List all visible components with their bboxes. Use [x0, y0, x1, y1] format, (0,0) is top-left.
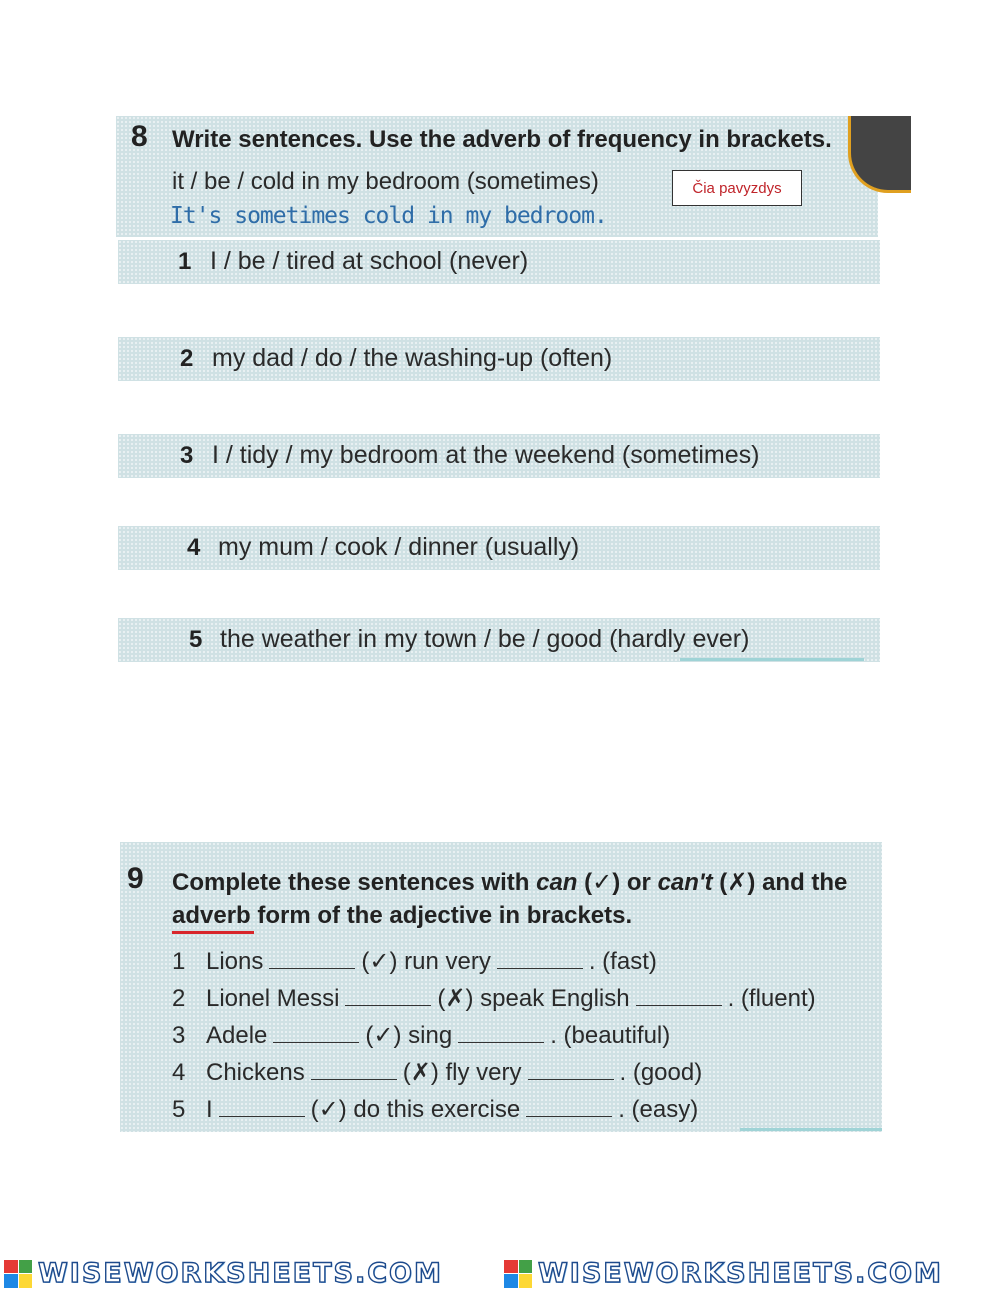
item-mark: (✓) run very	[361, 948, 491, 975]
exercise-8-item-5	[118, 618, 880, 662]
exercise-8-example-answer: It's sometimes cold in my bedroom.	[170, 203, 607, 229]
exercise-9-item-1	[172, 947, 657, 976]
exercise-8-example-prompt: it / be / cold in my bedroom (sometimes)	[172, 168, 599, 195]
item-number: 2	[172, 985, 186, 1012]
exercise-8-item-4	[118, 526, 880, 570]
exercise-9-number: 9	[127, 862, 144, 895]
item-number: 3	[180, 442, 194, 469]
title-text: (✗) and the	[712, 869, 848, 896]
item-text: my mum / cook / dinner (usually)	[218, 533, 580, 561]
answer-blank[interactable]	[458, 1024, 544, 1043]
exercise-9-item-3	[172, 1021, 670, 1050]
item-number: 5	[172, 1096, 186, 1123]
brand-text: WISEWORKSHEETS.COM	[538, 1258, 943, 1289]
item-text: I / be / tired at school (never)	[210, 247, 529, 275]
answer-blank[interactable]	[345, 987, 431, 1006]
answer-blank[interactable]	[497, 950, 583, 969]
example-label-box	[672, 170, 802, 206]
accent-line	[680, 658, 864, 661]
item-subject: Lions	[206, 948, 264, 975]
logo-icon	[504, 1260, 532, 1288]
brand-logo-2[interactable]	[504, 1258, 943, 1289]
answer-blank[interactable]	[273, 1024, 359, 1043]
item-text: the weather in my town / be / good (hardly ever)	[220, 625, 750, 653]
footer-watermark	[0, 1255, 1000, 1291]
accent-line	[740, 1128, 882, 1131]
item-subject: Lionel Messi	[206, 985, 340, 1012]
exercise-8-item-1	[118, 240, 880, 284]
answer-blank[interactable]	[219, 1098, 305, 1117]
item-subject: I	[206, 1096, 213, 1123]
red-underline	[172, 931, 254, 934]
exercise-9-title-line-2	[172, 902, 632, 930]
item-number: 2	[180, 345, 194, 372]
item-end: . (good)	[619, 1059, 703, 1086]
answer-blank[interactable]	[526, 1098, 612, 1117]
title-can: can	[536, 869, 578, 896]
item-number: 5	[189, 626, 203, 653]
item-end: . (fluent)	[727, 985, 816, 1012]
logo-icon	[4, 1260, 32, 1288]
brand-logo-1[interactable]	[4, 1258, 443, 1289]
example-label: Čia pavyzdys	[692, 179, 782, 197]
item-subject: Chickens	[206, 1059, 305, 1086]
title-text: (✓) or	[577, 869, 658, 896]
exercise-9-item-5	[172, 1095, 698, 1124]
exercise-8-item-2	[118, 337, 880, 381]
title-text: Complete these sentences with	[172, 869, 537, 896]
answer-blank[interactable]	[636, 987, 722, 1006]
item-mark: (✓) sing	[365, 1022, 453, 1049]
answer-blank[interactable]	[311, 1061, 397, 1080]
answer-blank[interactable]	[528, 1061, 614, 1080]
item-number: 4	[172, 1059, 186, 1086]
item-end: . (fast)	[588, 948, 657, 975]
item-mark: (✓) do this exercise	[310, 1096, 521, 1123]
item-number: 3	[172, 1022, 186, 1049]
item-number: 1	[178, 248, 192, 275]
item-end: . (beautiful)	[550, 1022, 671, 1049]
title-cant: can't	[657, 869, 713, 896]
title-text: form of the adjective in brackets.	[250, 902, 633, 929]
item-number: 1	[172, 948, 186, 975]
item-text: I / tidy / my bedroom at the weekend (sometimes)	[212, 441, 760, 469]
item-text: my dad / do / the washing-up (often)	[212, 344, 613, 372]
exercise-9-item-2	[172, 984, 816, 1013]
exercise-8-item-3	[118, 434, 880, 478]
exercise-8-title: Write sentences. Use the adverb of frequency in brackets.	[172, 126, 832, 153]
brand-text: WISEWORKSHEETS.COM	[38, 1258, 443, 1289]
item-mark: (✗) speak English	[437, 985, 630, 1012]
exercise-9-item-4	[172, 1058, 702, 1087]
item-mark: (✗) fly very	[402, 1059, 522, 1086]
item-end: . (easy)	[618, 1096, 699, 1123]
exercise-8-number: 8	[131, 120, 148, 153]
answer-blank[interactable]	[269, 950, 355, 969]
item-subject: Adele	[206, 1022, 268, 1049]
exercise-9-title-line-1	[172, 868, 847, 897]
item-number: 4	[187, 534, 201, 561]
title-adverb: adverb	[172, 902, 251, 929]
